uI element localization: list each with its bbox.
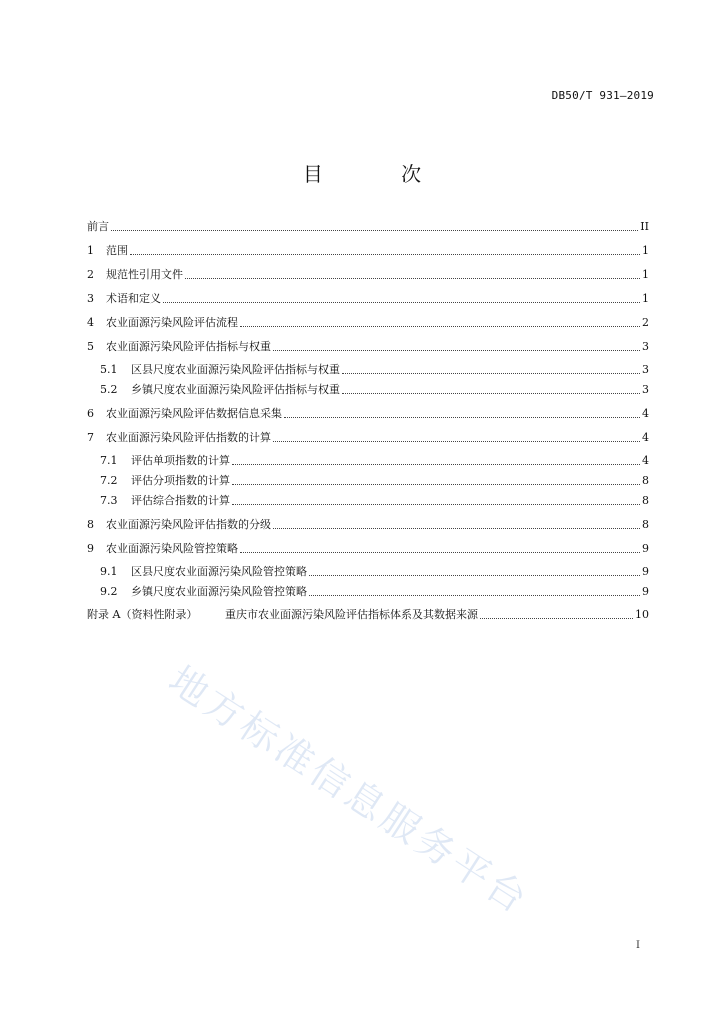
toc-dot-leader — [309, 595, 640, 596]
toc-entry-foreword[interactable] — [87, 216, 649, 234]
toc-entry-7-1[interactable] — [87, 450, 649, 468]
toc-entry-label: 农业面源污染风险评估指数的计算 — [106, 431, 271, 444]
toc-page-number: 10 — [635, 608, 649, 621]
toc-entry-label: 区县尺度农业面源污染风险评估指标与权重 — [131, 363, 340, 376]
toc-entry-1[interactable] — [87, 240, 649, 258]
toc-page-number: 8 — [642, 518, 649, 531]
toc-dot-leader — [130, 254, 640, 255]
toc-entry-number: 9.2 — [100, 585, 118, 598]
toc-entry-8[interactable] — [87, 514, 649, 532]
standard-code: DB50/T 931—2019 — [551, 89, 654, 102]
toc-page-number: 4 — [642, 431, 649, 444]
toc-dot-leader — [309, 575, 640, 576]
toc-page-number: 3 — [642, 383, 649, 396]
toc-entry-label: 评估单项指数的计算 — [131, 454, 230, 467]
toc-entry-9[interactable] — [87, 538, 649, 556]
toc-entry-label: 农业面源污染风险评估指数的分级 — [106, 518, 271, 531]
toc-entry-label: 农业面源污染风险评估流程 — [106, 316, 238, 329]
toc-entry-number: 1 — [87, 244, 94, 257]
toc-dot-leader — [284, 417, 640, 418]
toc-entry-label: 农业面源污染风险评估数据信息采集 — [106, 407, 282, 420]
toc-entry-number: 3 — [87, 292, 94, 305]
toc-entry-7[interactable] — [87, 427, 649, 445]
toc-entry-3[interactable] — [87, 288, 649, 306]
toc-entry-label: 评估分项指数的计算 — [131, 474, 230, 487]
toc-entry-number: 5.1 — [100, 363, 118, 376]
watermark-text: 地方标准信息服务平台 — [161, 657, 538, 924]
toc-page-number: 3 — [642, 363, 649, 376]
toc-page-number: 8 — [642, 474, 649, 487]
toc-entry-7-3[interactable] — [87, 490, 649, 508]
toc-entry-label: 区县尺度农业面源污染风险管控策略 — [131, 565, 307, 578]
toc-dot-leader — [185, 278, 640, 279]
toc-entry-label: 乡镇尺度农业面源污染风险评估指标与权重 — [131, 383, 340, 396]
toc-entry-4[interactable] — [87, 312, 649, 330]
toc-dot-leader — [163, 302, 640, 303]
toc-entry-number: 5.2 — [100, 383, 118, 396]
toc-page-number: 1 — [642, 268, 649, 281]
toc-entry-label: 术语和定义 — [106, 292, 161, 305]
toc-entry-label: 农业面源污染风险管控策略 — [106, 542, 238, 555]
toc-dot-leader — [111, 230, 638, 231]
page-title: 目 次 — [302, 162, 458, 186]
toc-page-number: 4 — [642, 407, 649, 420]
toc-entry-number: 4 — [87, 316, 94, 329]
toc-entry-2[interactable] — [87, 264, 649, 282]
toc-entry-appendix-a[interactable] — [87, 604, 649, 622]
toc-dot-leader — [232, 464, 640, 465]
toc-entry-label: 农业面源污染风险评估指标与权重 — [106, 340, 271, 353]
toc-entry-label: 乡镇尺度农业面源污染风险管控策略 — [131, 585, 307, 598]
toc-entry-number: 7.3 — [100, 494, 118, 507]
toc-page-number: 9 — [642, 565, 649, 578]
toc-page-number: 3 — [642, 340, 649, 353]
toc-entry-9-1[interactable] — [87, 561, 649, 579]
toc-page-number: 9 — [642, 585, 649, 598]
toc-entry-label: 评估综合指数的计算 — [131, 494, 230, 507]
toc-entry-number: 9.1 — [100, 565, 118, 578]
toc-entry-number: 2 — [87, 268, 94, 281]
toc-page-number: 1 — [642, 244, 649, 257]
page-number: I — [636, 940, 640, 951]
toc-entry-5-2[interactable] — [87, 379, 649, 397]
toc-entry-number: 5 — [87, 340, 94, 353]
toc-entry-number: 7 — [87, 431, 94, 444]
toc-dot-leader — [273, 350, 640, 351]
toc-entry-label: 重庆市农业面源污染风险评估指标体系及其数据来源 — [225, 608, 478, 621]
toc-entry-5[interactable] — [87, 336, 649, 354]
toc-entry-number: 9 — [87, 542, 94, 555]
toc-entry-number: 7.1 — [100, 454, 118, 467]
toc-entry-number: 6 — [87, 407, 94, 420]
toc-dot-leader — [273, 528, 640, 529]
toc-dot-leader — [240, 552, 640, 553]
toc-entry-5-1[interactable] — [87, 359, 649, 377]
toc-entry-label: 范围 — [106, 244, 128, 257]
toc-dot-leader — [342, 393, 640, 394]
toc-entry-number: 8 — [87, 518, 94, 531]
toc-entry-6[interactable] — [87, 403, 649, 421]
toc-entry-7-2[interactable] — [87, 470, 649, 488]
toc-page-number: 8 — [642, 494, 649, 507]
toc-page-number: 1 — [642, 292, 649, 305]
toc-page-number: 4 — [642, 454, 649, 467]
toc-entry-number: 附录 A（资料性附录） — [87, 608, 198, 621]
toc-entry-9-2[interactable] — [87, 581, 649, 599]
toc-page-number: 9 — [642, 542, 649, 555]
toc-dot-leader — [273, 441, 640, 442]
toc-dot-leader — [480, 618, 633, 619]
toc-entry-label: 规范性引用文件 — [106, 268, 183, 281]
toc-page-number: II — [640, 220, 649, 233]
toc-dot-leader — [342, 373, 640, 374]
toc-dot-leader — [232, 504, 640, 505]
toc-entry-number: 7.2 — [100, 474, 118, 487]
toc-dot-leader — [240, 326, 640, 327]
toc-page-number: 2 — [642, 316, 649, 329]
toc-entry-label: 前言 — [87, 220, 109, 233]
toc-dot-leader — [232, 484, 640, 485]
